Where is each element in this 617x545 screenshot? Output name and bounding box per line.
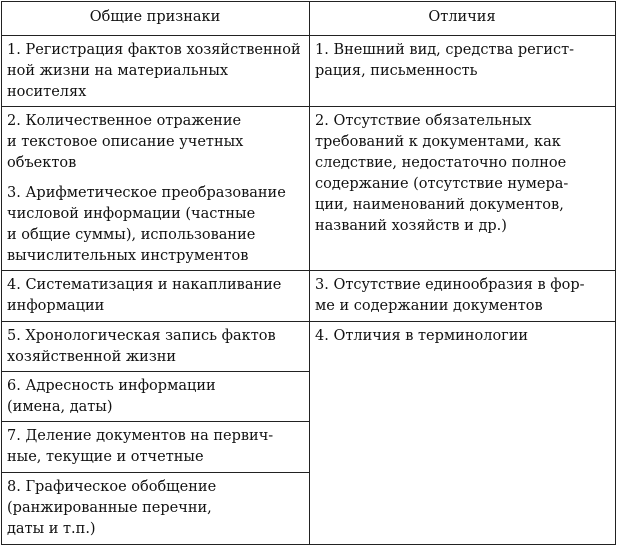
- text-line: 2. Количественное отражение: [7, 113, 242, 129]
- text-line: и текстовое описание учетных: [7, 134, 244, 150]
- header-differences: Отличия: [310, 2, 616, 36]
- text-line: 5. Хронологическая запись фактов: [7, 328, 276, 344]
- text-line: содержание (отсутствие нумера-: [315, 176, 569, 192]
- text-line: 6. Адресность информации: [7, 378, 216, 394]
- text-line: хозяйственной жизни: [7, 349, 177, 365]
- text-line: ции, наименований документов,: [315, 197, 564, 213]
- text-line: и общие суммы), использование: [7, 227, 256, 243]
- common-features-2-3: [2, 107, 310, 271]
- common-feature-7: [2, 422, 310, 473]
- text-line: числовой информации (частные: [7, 206, 256, 222]
- table-row: [2, 36, 616, 107]
- comparison-table: [1, 1, 616, 545]
- common-feature-3: [7, 183, 303, 267]
- common-feature-6: [2, 372, 310, 422]
- common-feature-1: [2, 36, 310, 107]
- text-line: (ранжированные перечни,: [7, 500, 212, 516]
- text-line: 2. Отсутствие обязательных: [315, 113, 532, 129]
- difference-2: [310, 107, 616, 271]
- text-line: 3. Отсутствие единообразия в фор-: [315, 277, 585, 293]
- common-feature-8: [2, 473, 310, 545]
- text-line: 4. Систематизация и накапливание: [7, 277, 282, 293]
- text-line: следствие, недостаточно полное: [315, 155, 567, 171]
- table-row: [2, 271, 616, 322]
- text-line: названий хозяйств и др.): [315, 218, 507, 234]
- text-line: объектов: [7, 155, 77, 171]
- text-line: вычислительных инструментов: [7, 248, 249, 264]
- common-feature-5: [2, 322, 310, 372]
- text-line: 7. Деление документов на первич-: [7, 428, 274, 444]
- header-row: [2, 2, 616, 36]
- text-line: 1. Внешний вид, средства регист-: [315, 42, 575, 58]
- text-line: (имена, даты): [7, 399, 113, 415]
- table-row: [2, 322, 616, 372]
- common-feature-4: [2, 271, 310, 322]
- text-line: ные, текущие и отчетные: [7, 449, 204, 465]
- text-line: информации: [7, 298, 105, 314]
- difference-1: [310, 36, 616, 107]
- text-line: даты и т.п.): [7, 521, 96, 537]
- text-line: 1. Регистрация фактов хозяйственной: [7, 42, 301, 58]
- text-line: рация, письменность: [315, 63, 478, 79]
- text-line: 3. Арифметическое преобразование: [7, 185, 286, 201]
- text-line: носителях: [7, 84, 87, 100]
- text-line: требований к документами, как: [315, 134, 561, 150]
- difference-3: [310, 271, 616, 322]
- common-feature-2: [7, 111, 303, 174]
- text-line: ме и содержании документов: [315, 298, 543, 314]
- text-line: 8. Графическое обобщение: [7, 479, 217, 495]
- text-line: 4. Отличия в терминологии: [315, 328, 529, 344]
- table-row: [2, 107, 616, 271]
- header-common-features: Общие признаки: [2, 2, 310, 36]
- difference-4: [310, 322, 616, 545]
- text-line: ной жизни на материальных: [7, 63, 229, 79]
